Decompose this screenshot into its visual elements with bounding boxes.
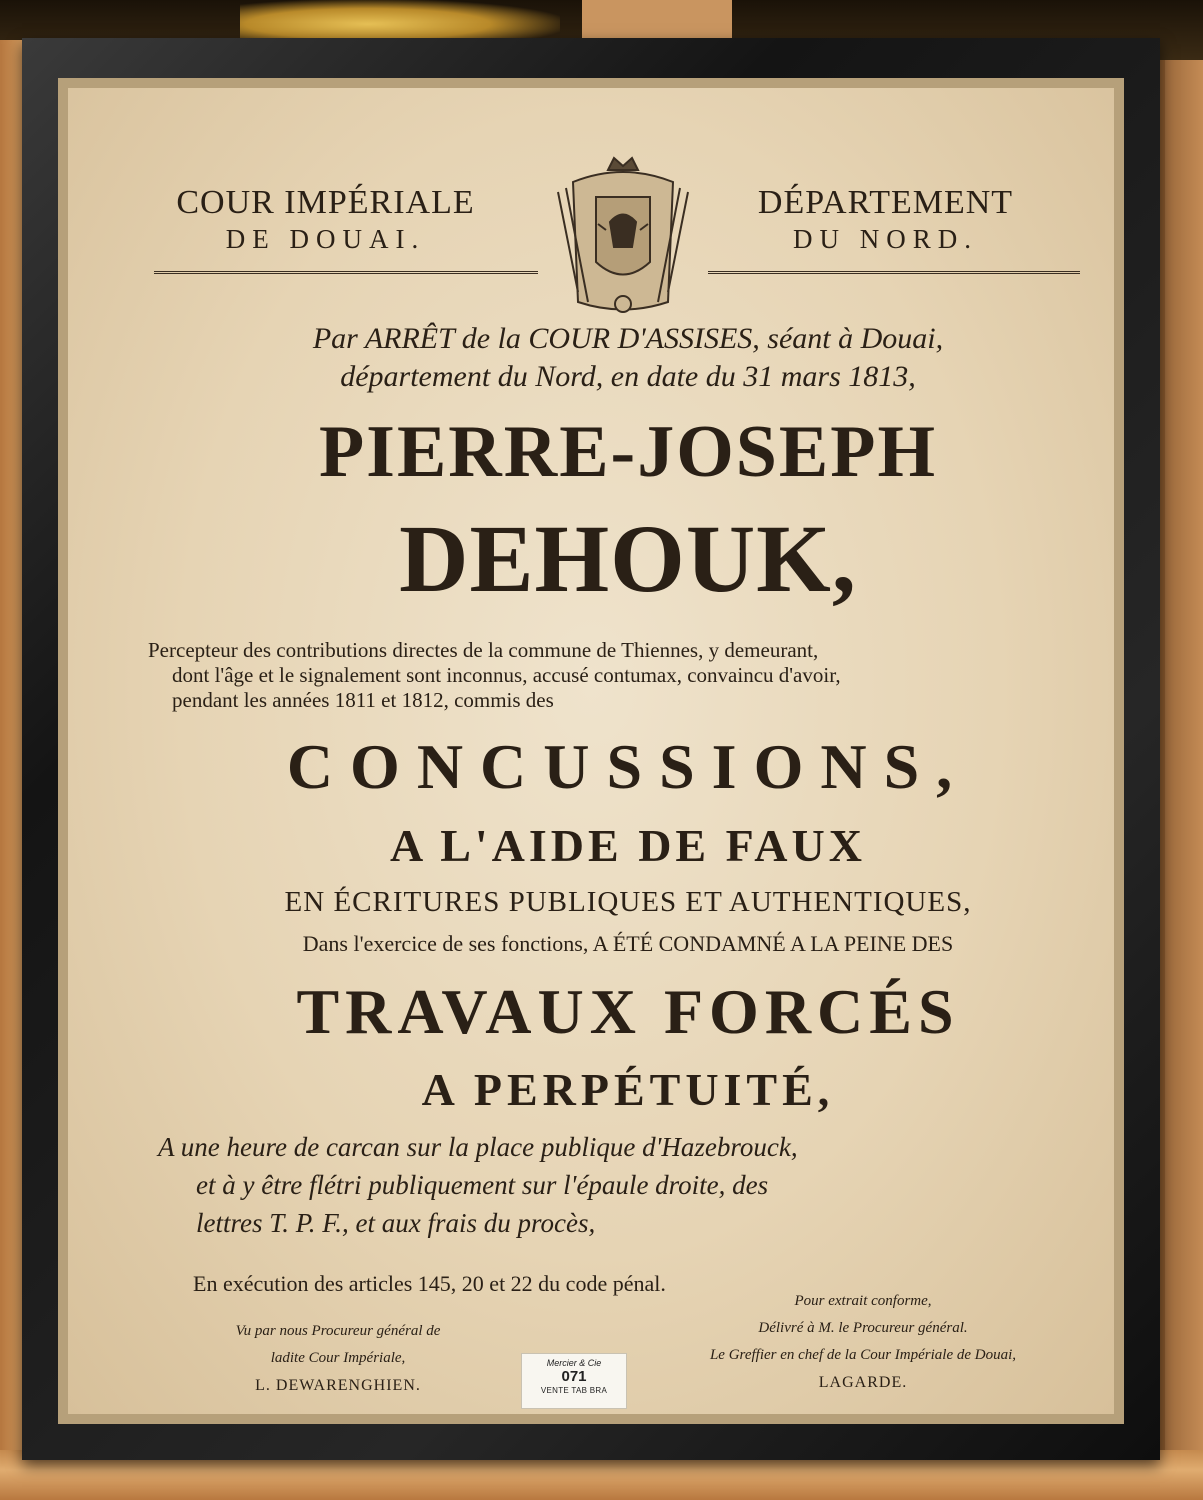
picture-frame: [22, 38, 1160, 1460]
signatory-left-name: L. DEWARENGHIEN.: [255, 1377, 421, 1394]
department-title: DÉPARTEMENT: [757, 184, 1014, 221]
sentence-duration: A PERPÉTUITÉ,: [421, 1064, 835, 1115]
auction-lot-tag: [521, 1353, 627, 1409]
crime-detail: EN ÉCRITURES PUBLIQUES ET AUTHENTIQUES,: [284, 886, 972, 918]
crime-heading: CONCUSSIONS,: [286, 731, 970, 802]
description-line-3: pendant les années 1811 et 1812, commis des: [172, 688, 554, 712]
signature-right-line-3: Le Greffier en chef de la Cour Impériale de Douai,: [709, 1347, 1017, 1363]
court-title: COUR IMPÉRIALE: [176, 184, 475, 221]
punishment-details: [158, 1128, 1098, 1242]
poster-paper: [68, 88, 1114, 1414]
signatory-right-name: LAGARDE.: [818, 1374, 908, 1391]
punishment-line-3: lettres T. P. F., et aux frais du procès,: [196, 1208, 596, 1238]
convict-first-name: PIERRE-JOSEPH: [318, 411, 938, 493]
punishment-line-1: A une heure de carcan sur la place publique d'Hazebrouck,: [158, 1132, 798, 1162]
description-line-2: dont l'âge et le signalement sont inconnus, accusé contumax, convaincu d'avoir,: [172, 663, 841, 687]
convict-surname: DEHOUK,: [399, 505, 857, 612]
signature-block-right: [668, 1288, 1058, 1396]
sale-code: VENTE TAB BRA: [540, 1386, 608, 1395]
department-name: DU NORD.: [792, 224, 978, 254]
crime-subheading: A L'AIDE DE FAUX: [390, 820, 866, 871]
intro-line-2: département du Nord, en date du 31 mars 1813,: [340, 360, 916, 393]
intro-line-1: Par ARRÊT de la COUR D'ASSISES, séant à Douai,: [312, 322, 944, 355]
header-rule-left: [154, 271, 538, 274]
description-paragraph: [148, 638, 1108, 713]
header-rule-right: [708, 271, 1080, 274]
condemnation-line: Dans l'exercice de ses fonctions, A ÉTÉ CONDAMNÉ A LA PEINE DES: [302, 931, 954, 956]
signature-left-line-2: ladite Cour Impériale,: [270, 1350, 406, 1366]
easel-post: [582, 0, 732, 42]
description-line-1: Percepteur des contributions directes de la commune de Thiennes, y demeurant,: [148, 638, 819, 662]
signature-block-left: [178, 1318, 498, 1399]
signature-left-line-1: Vu par nous Procureur général de: [235, 1323, 441, 1339]
easel-right: [1165, 60, 1203, 1500]
header-left: [148, 184, 503, 256]
signature-right-line-2: Délivré à M. le Procureur général.: [758, 1320, 968, 1336]
punishment-line-2: et à y être flétri publiquement sur l'épaule droite, des: [196, 1170, 769, 1200]
sentence-heading: TRAVAUX FORCÉS: [296, 976, 960, 1047]
header-right: [698, 184, 1073, 256]
imperial-coat-of-arms-icon: [548, 152, 698, 320]
auction-house: Mercier & Cie: [546, 1358, 602, 1368]
signature-right-line-1: Pour extrait conforme,: [794, 1293, 932, 1309]
easel-left: [0, 40, 22, 1500]
court-city: DE DOUAI.: [225, 224, 426, 254]
legal-basis: En exécution des articles 145, 20 et 22 du code pénal.: [193, 1271, 666, 1296]
gilded-object: [240, 0, 560, 40]
lot-number: 071: [561, 1368, 587, 1385]
